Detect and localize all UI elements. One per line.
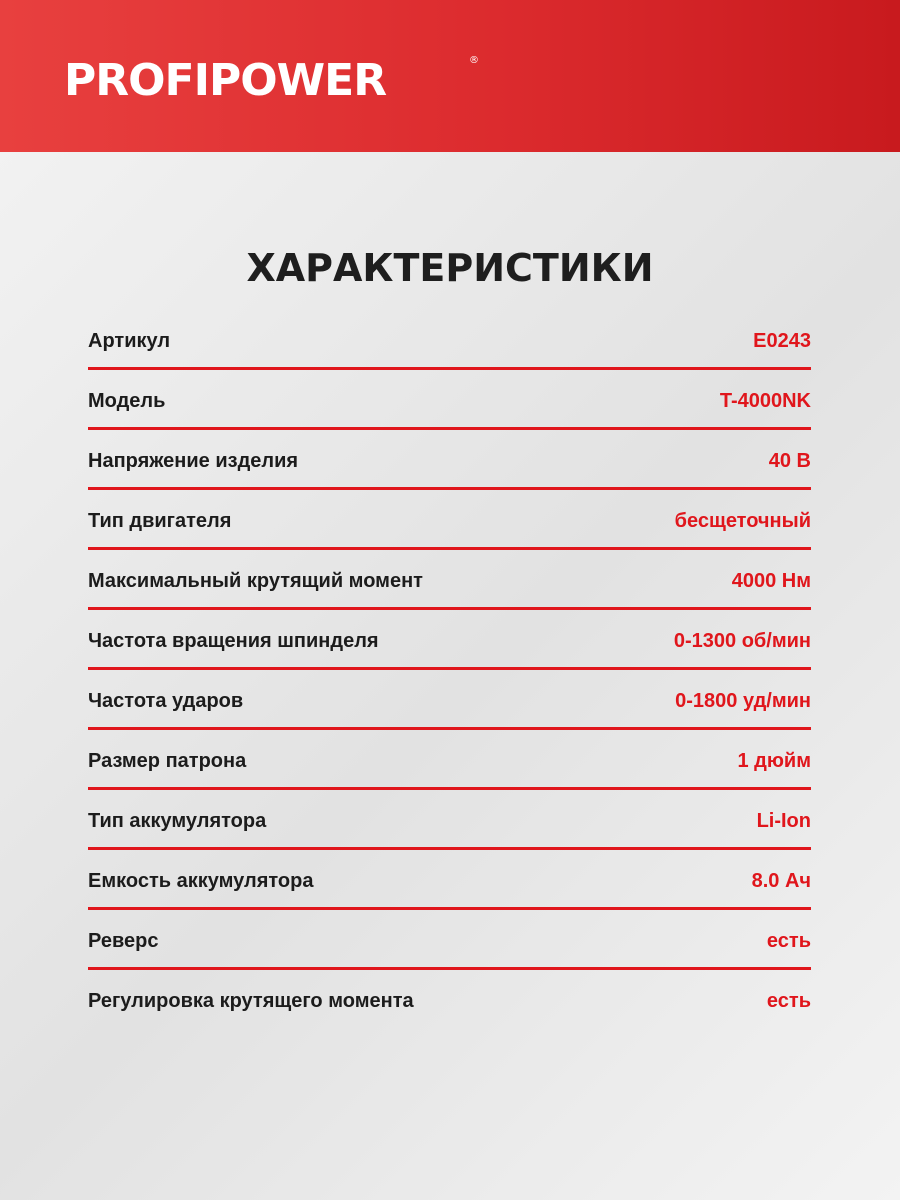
spec-value: есть — [766, 990, 811, 1012]
specs-table — [88, 310, 811, 1030]
spec-row — [88, 670, 811, 730]
spec-label: Регулировка крутящего момента — [88, 990, 414, 1012]
spec-row — [88, 370, 811, 430]
spec-value: 0-1800 уд/мин — [675, 690, 811, 712]
spec-value: 1 дюйм — [737, 750, 811, 772]
spec-value: 40 В — [768, 450, 811, 472]
spec-row — [88, 610, 811, 670]
spec-row — [88, 910, 811, 970]
spec-value: T-4000NK — [719, 390, 811, 412]
spec-label: Частота вращения шпинделя — [88, 630, 379, 652]
spec-value: есть — [766, 930, 811, 952]
brand-logo: PROFIPOWER — [64, 55, 387, 106]
spec-label: Частота ударов — [88, 690, 244, 712]
spec-label: Размер патрона — [88, 750, 247, 772]
spec-value: 8.0 Ач — [751, 870, 811, 892]
spec-value: 0-1300 об/мин — [673, 630, 811, 652]
spec-value: E0243 — [753, 330, 811, 352]
header-banner — [0, 0, 900, 152]
spec-row — [88, 850, 811, 910]
registered-mark: ® — [469, 55, 479, 66]
spec-label: Максимальный крутящий момент — [88, 570, 423, 592]
spec-row — [88, 490, 811, 550]
spec-row — [88, 790, 811, 850]
spec-label: Емкость аккумулятора — [88, 870, 314, 892]
page-title: ХАРАКТЕРИСТИКИ — [246, 246, 654, 290]
spec-row — [88, 310, 811, 370]
spec-row — [88, 550, 811, 610]
spec-value: 4000 Нм — [731, 570, 811, 592]
spec-label: Напряжение изделия — [88, 450, 299, 472]
spec-row — [88, 730, 811, 790]
spec-label: Модель — [88, 390, 166, 412]
spec-row — [88, 430, 811, 490]
spec-value: бесщеточный — [674, 510, 811, 532]
spec-label: Реверс — [88, 930, 159, 952]
spec-label: Артикул — [88, 330, 171, 352]
spec-row — [88, 970, 811, 1030]
spec-label: Тип двигателя — [88, 510, 232, 532]
spec-label: Тип аккумулятора — [88, 810, 267, 832]
spec-value: Li-Ion — [756, 810, 811, 832]
